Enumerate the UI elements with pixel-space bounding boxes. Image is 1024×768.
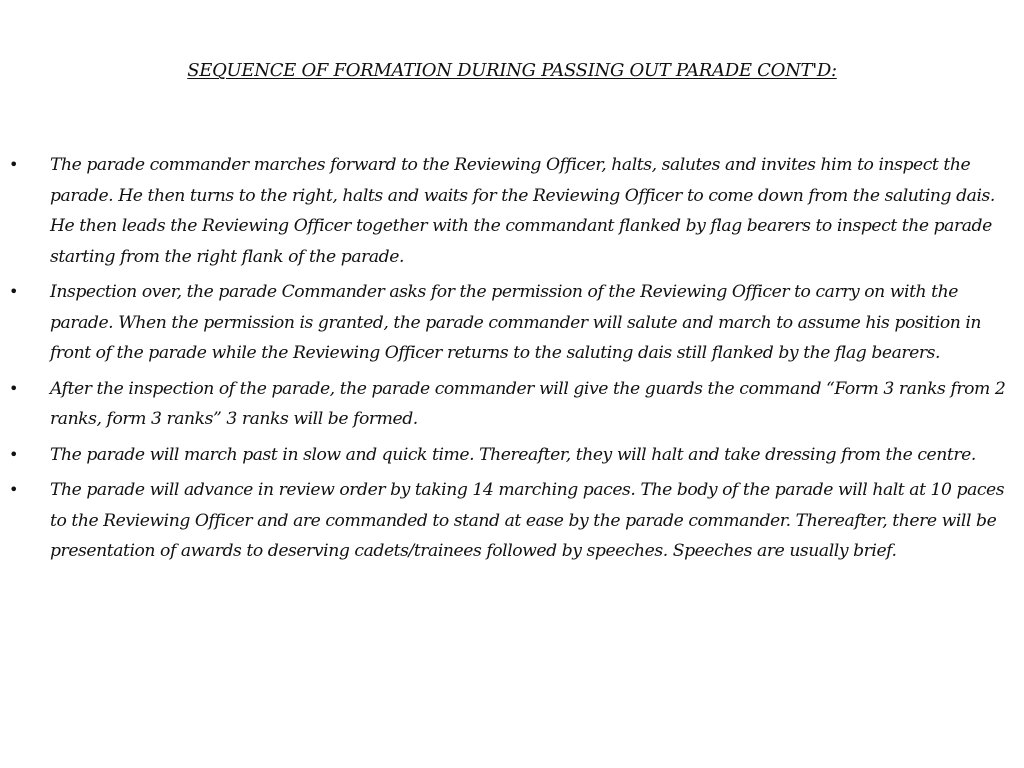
bullet-text: The parade will advance in review order by taking 14 marching paces. The body of the parade will halt at 10 paces to the Reviewing Officer and are commanded to stand at ease by the parade commander. Thereafter, there will be presentation of awards to deserving cadets/trainees followed by speeches. Speeches are usually brief. [50,480,1005,561]
slide-title: SEQUENCE OF FORMATION DURING PASSING OUT PARADE CONT'D: [187,60,837,81]
bullet-dot-icon: • [9,155,18,174]
bullet-item [0,374,1024,435]
bullet-item [0,440,1024,471]
bullet-list [0,150,1024,572]
bullet-dot-icon: • [9,480,18,499]
bullet-item [0,277,1024,369]
bullet-dot-icon: • [9,282,18,301]
bullet-dot-icon: • [9,444,18,464]
bullet-item [0,150,1024,272]
bullet-item [0,475,1024,567]
bullet-dot-icon: • [9,378,18,398]
bullet-text: The parade commander marches forward to the Reviewing Officer, halts, salutes and invites him to inspect the parade. He then turns to the right, halts and waits for the Reviewing Officer to come down from the saluting dais. He then leads the Reviewing Officer together with the commandant flanked by flag bearers to inspect the parade starting from the right flank of the parade. [50,155,995,267]
bullet-text: Inspection over, the parade Commander asks for the permission of the Reviewing Officer to carry on with the parade. When the permission is granted, the parade commander will salute and march to assume his position in front of the parade while the Reviewing Officer returns to the saluting dais still flanked by the flag bearers. [50,282,982,363]
bullet-text: The parade will march past in slow and quick time. Thereafter, they will halt and take dressing from the centre. [50,444,976,465]
bullet-text: After the inspection of the parade, the parade commander will give the guards the command “Form 3 ranks from 2 ranks, form 3 ranks” 3 ranks will be formed. [50,378,1006,429]
